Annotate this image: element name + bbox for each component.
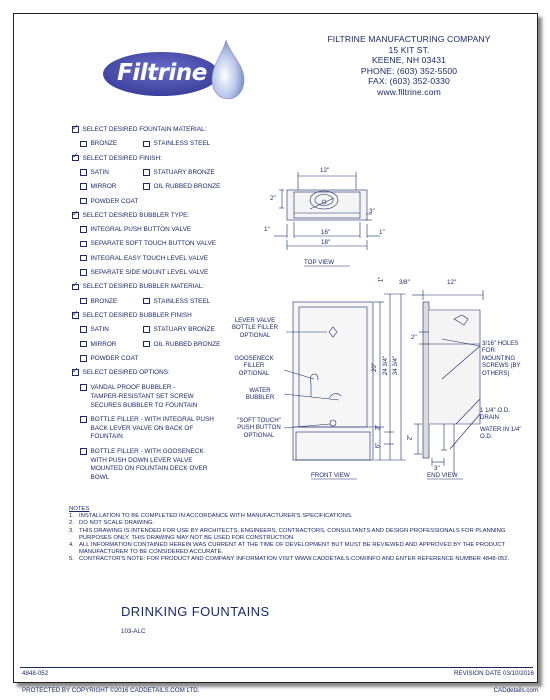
label-line: 3/16" HOLES	[482, 340, 519, 347]
note-item	[69, 520, 529, 527]
dim-top-1l: 1"	[264, 226, 270, 233]
dim-end-2a: 2"	[411, 334, 417, 341]
option-label: SELECT DESIRED BUBBLER TYPE:	[82, 211, 190, 219]
option-label: OIL RUBBED BRONZE	[153, 340, 221, 348]
label-line: WATER IN 1/4"	[480, 426, 522, 433]
option-label: SATIN	[90, 168, 109, 176]
label-line: "SOFT TOUCH"	[237, 417, 281, 424]
drawing-code: 103-ALC	[121, 628, 146, 635]
option-label: SATIN	[90, 326, 109, 334]
label-line: OTHERS)	[482, 369, 510, 377]
option-label-line: BOWL	[90, 473, 110, 481]
page-footer	[22, 687, 538, 694]
company-phone: PHONE: (603) 352-5500	[360, 65, 458, 76]
option-label: OIL RUBBED BRONZE	[153, 183, 221, 191]
option-label-line: VANDAL PROOF BUBBLER -	[90, 384, 176, 392]
label-line: FILLER	[243, 362, 265, 370]
dim-end-12: 12"	[447, 279, 457, 286]
label-soft-touch	[230, 417, 288, 439]
front-view-title: FRONT VIEW	[311, 472, 350, 479]
drawing-title: DRINKING FOUNTAINS	[121, 604, 270, 619]
company-web[interactable]: www.filtrine.com	[377, 86, 441, 97]
option-label: STAINLESS STEEL	[153, 140, 211, 148]
label-line: WATER	[249, 387, 271, 394]
label-mounting-holes	[482, 340, 536, 377]
note-text: THIS DRAWING IS INTENDED FOR USE BY ARCHITECTS, ENGINEERS, CONTRACTORS, CONSULTANTS AND DESIGN PROFESSIONALS FOR PLANNING PURPOSES ONLY. THIS DRAWING MAY NOT BE USED FOR CONSTRUCTION.	[79, 527, 506, 541]
option-label: SELECT DESIRED BUBBLER MATERIAL:	[82, 283, 205, 291]
note-item	[69, 513, 529, 520]
label-line: O.D.	[480, 433, 493, 441]
note-item	[69, 556, 529, 563]
dim-top-1r: 1"	[379, 229, 385, 236]
label-water-bubbler	[236, 387, 284, 402]
option-label: MIRROR	[90, 183, 117, 191]
label-water-in	[480, 426, 536, 441]
label-line: PUSH BUTTON	[237, 424, 281, 432]
bottom-rule	[20, 667, 533, 668]
note-text: DO NOT SCALE DRAWING.	[79, 520, 155, 527]
note-number: 3.	[69, 527, 74, 534]
dim-end-2b: 2"	[406, 434, 414, 441]
revision-date: REVISION DATE 03/10/2016	[453, 670, 534, 677]
label-drain	[480, 407, 530, 422]
dim-front-24: 24 3/4"	[382, 355, 390, 376]
option-label-line: BOTTLE FILLER - WITH GOOSENECK	[90, 448, 204, 455]
label-line: OPTIONAL	[239, 331, 271, 339]
option-label: SEPARATE SOFT TOUCH BUTTON VALVE	[90, 240, 216, 248]
option-label: MIRROR	[90, 340, 117, 348]
label-line: MOUNTING	[482, 354, 516, 362]
dim-front-20: 20"	[371, 362, 379, 373]
top-view-title: TOP VIEW	[304, 259, 335, 266]
option-label-line: FOUNTAIN	[90, 433, 123, 441]
option-label: STAINLESS STEEL	[153, 297, 211, 305]
option-label: POWDER COAT	[90, 354, 139, 362]
company-street: 15 KIT ST.	[388, 44, 430, 55]
label-line: OPTIONAL	[243, 431, 275, 439]
notes-heading: NOTES	[69, 506, 90, 512]
logo-text: Filtrine	[117, 60, 207, 86]
option-label: BRONZE	[90, 140, 118, 148]
option-label: STATUARY BRONZE	[153, 168, 215, 176]
notes-list	[69, 513, 529, 563]
note-text: ALL INFORMATION CONTAINED HEREIN WAS CURRENT AT THE TIME OF DEVELOPMENT BUT MUST BE REVIEWED AND APPROVED BY THE PRODUCT MANUFACTURER TO BE CONSIDERED ACCURATE.	[79, 542, 505, 556]
option-label: INTEGRAL EASY TOUCH LEVEL VALVE	[90, 254, 209, 262]
option-label-line: TAMPER-RESISTANT SET SCREW	[90, 392, 194, 400]
dim-top-3a: 3"	[369, 208, 375, 215]
note-item	[69, 528, 529, 542]
company-name: FILTRINE MANUFACTURING COMPANY	[327, 34, 491, 44]
label-line: SCREWS (BY	[482, 362, 521, 370]
company-city: KEENE, NH 03431	[371, 55, 447, 65]
label-line: BUBBLER	[245, 394, 275, 402]
option-label: POWDER COAT	[90, 197, 139, 205]
label-line: DRAIN	[480, 414, 499, 422]
dim-top-2: 2"	[270, 195, 276, 202]
caddetails-link[interactable]: CADdetails.com	[493, 687, 538, 694]
note-text: INSTALLATION TO BE COMPLETED IN ACCORDANCE WITH MANUFACTURER'S SPECIFICATIONS.	[79, 513, 353, 520]
reference-number: 4848-052	[22, 670, 49, 677]
dim-top-16: 16"	[321, 229, 331, 236]
note-number: 4.	[69, 542, 74, 549]
label-lever-valve	[224, 317, 286, 339]
dim-end-3: 3"	[434, 465, 440, 472]
option-label-line: WITH PUSH DOWN LEVER VALVE	[90, 456, 193, 464]
note-item	[69, 542, 529, 556]
label-line: GOOSENECK	[234, 355, 274, 362]
dim-front-6: 6"	[374, 442, 382, 449]
option-label: BRONZE	[90, 297, 118, 305]
end-view-drawing	[412, 290, 483, 474]
note-number: 2.	[69, 520, 74, 527]
label-gooseneck	[226, 355, 282, 377]
front-view-drawing	[284, 294, 406, 460]
drawing-sheet	[13, 13, 538, 683]
option-label: SELECT DESIRED OPTIONS:	[82, 369, 170, 377]
dim-front-34: 34 3/4"	[392, 355, 400, 376]
option-label: SELECT DESIRED BUBBLER FINISH	[82, 311, 192, 319]
option-label: STATUARY BRONZE	[153, 326, 215, 334]
label-line: FOR	[482, 347, 495, 355]
dim-front-3: 3"	[374, 424, 382, 431]
option-label: SELECT DESIRED FINISH:	[82, 154, 162, 162]
notes-block	[69, 506, 529, 564]
dim-top-12: 12"	[320, 167, 330, 174]
dim-end-38: 3/8"	[399, 279, 410, 286]
company-fax: FAX: (603) 352-0330	[368, 76, 450, 86]
note-number: 5.	[69, 556, 74, 563]
note-text: CONTRACTOR'S NOTE: FOR PRODUCT AND COMPANY INFORMATION VISIT WWW.CADDETAILS.COM/INFO AND ENTER REFERENCE NUMBER 4848-052.	[79, 556, 510, 563]
option-label-line: SECURES BUBBLER TO FOUNTAIN	[90, 401, 198, 409]
option-label: SELECT DESIRED FOUNTAIN MATERIAL:	[82, 126, 207, 133]
end-view-title: END VIEW	[427, 472, 458, 479]
label-line: LEVER VALVE	[234, 317, 276, 324]
dim-top-18: 18"	[321, 239, 331, 246]
label-line: 1 1/4" O.D.	[480, 407, 510, 414]
option-label-line: MOUNTED ON FOUNTAIN DECK OVER	[90, 465, 208, 473]
option-label: INTEGRAL PUSH BUTTON VALVE	[90, 226, 192, 234]
note-number: 1.	[69, 513, 74, 520]
option-label-line: BACK LEVER VALVE ON BACK OF	[90, 424, 194, 432]
label-line: OPTIONAL	[238, 369, 270, 377]
dim-front-1: 1"	[377, 276, 385, 283]
label-line: BOTTLE FILLER	[231, 324, 279, 332]
option-label: SEPARATE SIDE MOUNT LEVEL VALVE	[90, 269, 209, 276]
option-label-line: BOTTLE FILLER - WITH INTEGRAL PUSH	[90, 416, 214, 424]
copyright-text: PROTECTED BY COPYRIGHT ©2016 CADDETAILS.COM LTD.	[22, 687, 200, 694]
